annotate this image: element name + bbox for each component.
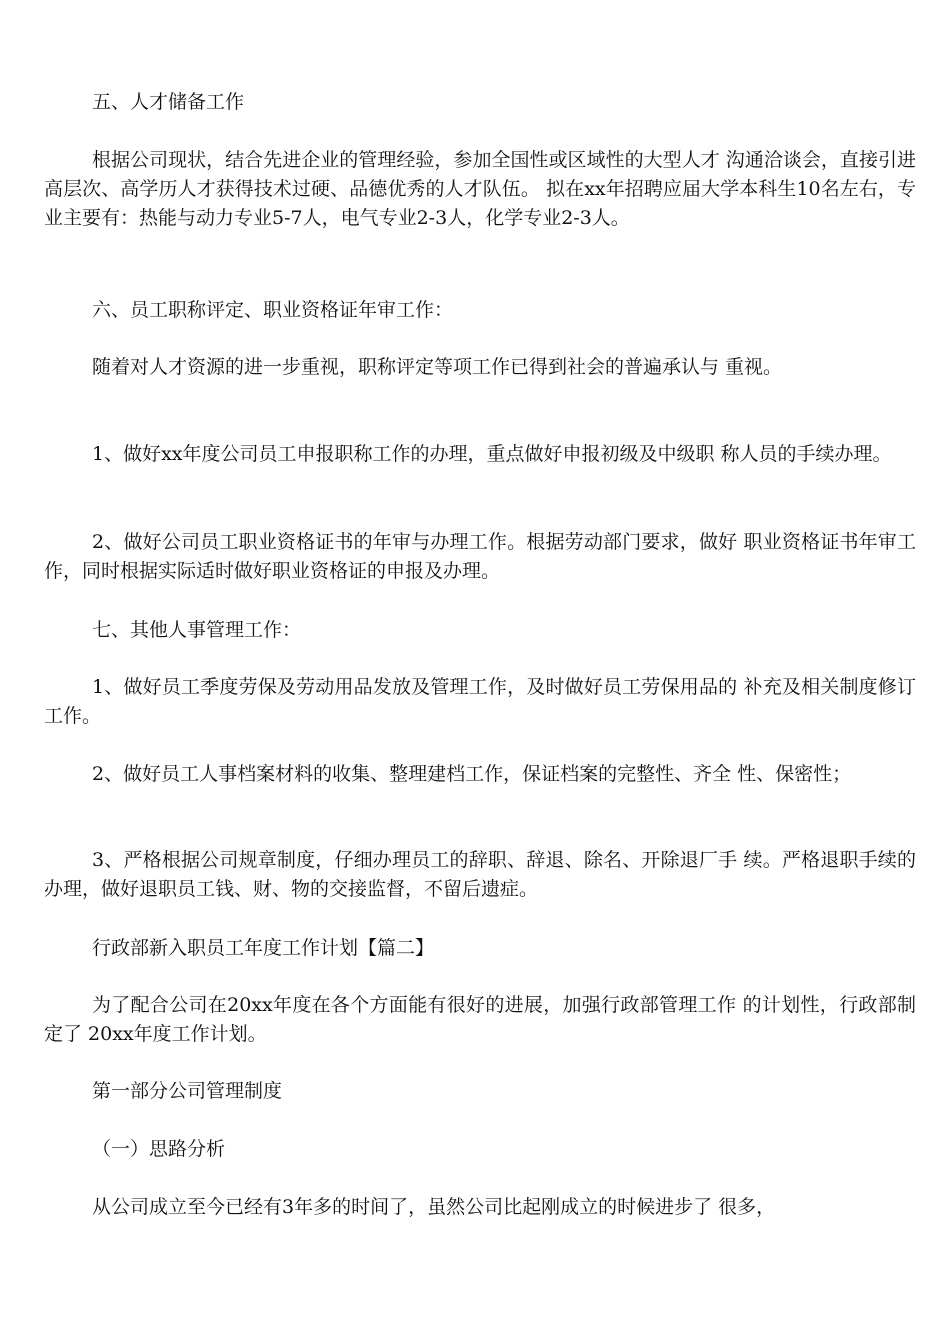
section-heading-title-evaluation: 六、员工职称评定、职业资格证年审工作： xyxy=(92,299,454,321)
section-heading-other-hr: 七、其他人事管理工作： xyxy=(92,619,302,641)
paragraph-item-title-application: 1、做好xx年度公司员工申报职称工作的办理，重点做好申报初级及中级职 称人员的手续办理。 xyxy=(92,443,892,465)
paragraph-item-personnel-archives: 2、做好员工人事档案材料的收集、整理建档工作，保证档案的完整性、齐全 性、保密性； xyxy=(92,763,852,785)
section-heading-management-system: 第一部分公司管理制度 xyxy=(92,1080,283,1102)
paragraph-analysis: 从公司成立至今已经有3年多的时间了，虽然公司比起刚成立的时候进步了 很多， xyxy=(92,1196,776,1218)
section-heading-talent-reserve: 五、人才储备工作 xyxy=(92,91,245,113)
paragraph-item-labor-protection: 1、做好员工季度劳保及劳动用品发放及管理工作，及时做好员工劳保用品的 补充及相关制度修订工作。 xyxy=(44,676,916,727)
section-heading-analysis: （一）思路分析 xyxy=(92,1138,226,1160)
paragraph-item-certificate-review: 2、做好公司员工职业资格证书的年审与办理工作。根据劳动部门要求，做好 职业资格证书年审工作，同时根据实际适时做好职业资格证的申报及办理。 xyxy=(44,531,916,582)
paragraph-item-resignation: 3、严格根据公司规章制度，仔细办理员工的辞职、辞退、除名、开除退厂手 续。严格退职手续的办理，做好退职员工钱、财、物的交接监督，不留后遗症。 xyxy=(44,849,916,900)
section-heading-part-two: 行政部新入职员工年度工作计划【篇二】 xyxy=(92,937,435,959)
paragraph-title-evaluation: 随着对人才资源的进一步重视，职称评定等项工作已得到社会的普遍承认与 重视。 xyxy=(92,356,783,378)
paragraph-plan-intro: 为了配合公司在20xx年度在各个方面能有很好的进展，加强行政部管理工作 的计划性，行政部制定了 20xx年度工作计划。 xyxy=(44,994,916,1045)
paragraph-talent-reserve: 根据公司现状，结合先进企业的管理经验，参加全国性或区域性的大型人才 沟通洽谈会，直接引进高层次、高学历人才获得技术过硬、品德优秀的人才队伍。 拟在xx年招聘应届大学本科生10名左右，专业主要有：热能与动力专业5-7人，电气专业2-3人，化学专业2-3人。 xyxy=(44,149,916,229)
